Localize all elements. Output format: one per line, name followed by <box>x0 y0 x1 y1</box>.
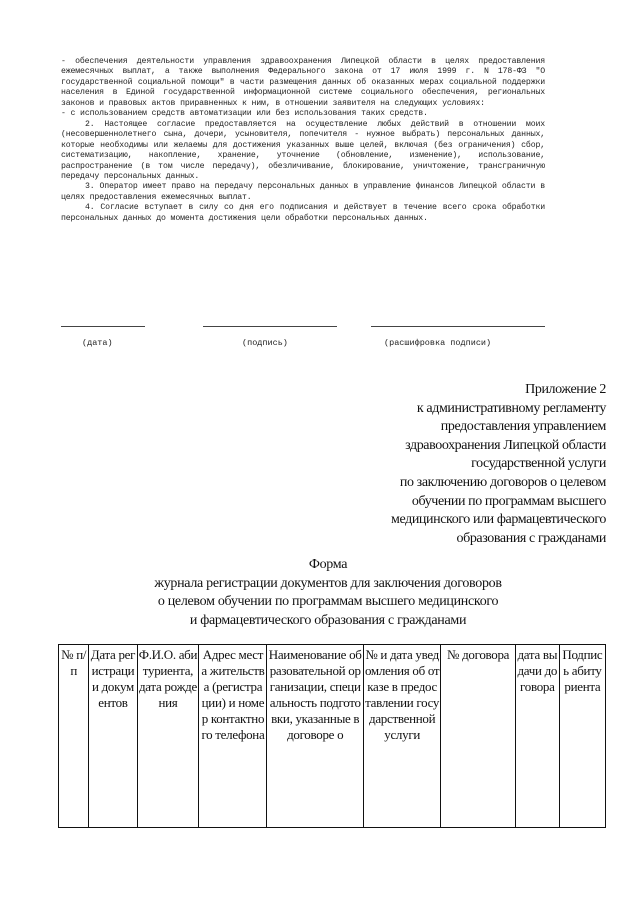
column-header-number: № п/п <box>59 645 89 828</box>
signature-label: (подпись) <box>242 338 288 348</box>
form-title-line: и фармацевтического образования с гражданами <box>189 612 467 628</box>
column-header-contract-date: дата выдачи договора <box>515 645 559 828</box>
column-header-registration-date: Дата регистрации документов <box>89 645 137 828</box>
form-title-line: о целевом обучении по программам высшего медицинского <box>157 594 499 610</box>
consent-text-block <box>61 57 545 224</box>
appendix-line: по заключению договоров о целевом <box>399 474 606 490</box>
decode-signature-line <box>371 326 545 327</box>
journal-table <box>58 644 606 828</box>
column-header-organization: Наименование образовательной организации, специальность подготовки, указанные в договоре о <box>267 645 363 828</box>
appendix-line: государственной услуги <box>471 456 606 472</box>
consent-paragraph-1: - обеспечения деятельности управления здравоохранения Липецкой области в целях предоставления ежемесячных выплат, а также выполнения Федерального закона от 17 июля 1999 г. N 178-ФЗ "О государственной социальной помощи" в части размещения данных об оказанных мерах социальной поддержки населения в Единой государственной информационной системе социального обеспечения, региональных законов и правовых актов приравненных к ним, в отношении заявителя на следующих условиях: <box>61 57 545 108</box>
table-header-row <box>59 645 606 828</box>
consent-paragraph-2: - с использованием средств автоматизации или без использования таких средств. <box>61 109 428 119</box>
consent-paragraph-3: 2. Настоящее согласие предоставляется на осуществление любых действий в отношении моих (несовершеннолетнего сына, дочери, усыновителя, попечителя - нужное выбрать) персональных данных, которые необходимы или желаемы для достижения указанных выше целей, включая (без ограничения) сбор, систематизацию, накопление, хранение, уточнение (обновление, изменение), использование, распространение (в том числе передачу), обезличивание, блокирование, уничтожение, трансграничную передачу персональных данных. <box>61 119 545 181</box>
decode-signature-label: (расшифровка подписи) <box>384 338 492 348</box>
appendix-header <box>306 381 606 548</box>
column-header-contract-number: № договора <box>441 645 515 828</box>
appendix-line: образования с гражданами <box>456 530 606 546</box>
consent-paragraph-5: 4. Согласие вступает в силу со дня его подписания и действует в течение всего срока обработки персональных данных до момента достижения цели обработки персональных данных. <box>61 203 545 223</box>
column-header-refusal-notice: № и дата уведомления об отказе в предоставлении государственной услуги <box>363 645 441 828</box>
appendix-line: медицинского или фармацевтического <box>391 512 606 528</box>
form-title-line: журнала регистрации документов для заключения договоров <box>154 575 502 591</box>
form-title <box>60 556 596 630</box>
appendix-line: к административному регламенту <box>416 400 606 416</box>
appendix-line: здравоохранения Липецкой области <box>405 437 606 453</box>
appendix-line: предоставления управлением <box>440 419 606 435</box>
signature-line <box>203 326 337 327</box>
appendix-line: обучении по программам высшего <box>411 493 606 509</box>
date-signature-line <box>61 326 145 327</box>
column-header-applicant-signature: Подпись абитуриента <box>559 645 605 828</box>
appendix-line: Приложение 2 <box>525 382 606 397</box>
form-title-line: Форма <box>308 557 348 572</box>
column-header-address-phone: Адрес места жительства (регистрации) и номер контактного телефона <box>199 645 267 828</box>
column-header-applicant-name: Ф.И.О. абитуриента, дата рождения <box>137 645 199 828</box>
consent-paragraph-4: 3. Оператор имеет право на передачу персональных данных в управление финансов Липецкой области в целях предоставления ежемесячных выплат. <box>61 182 545 202</box>
date-label: (дата) <box>82 338 113 348</box>
